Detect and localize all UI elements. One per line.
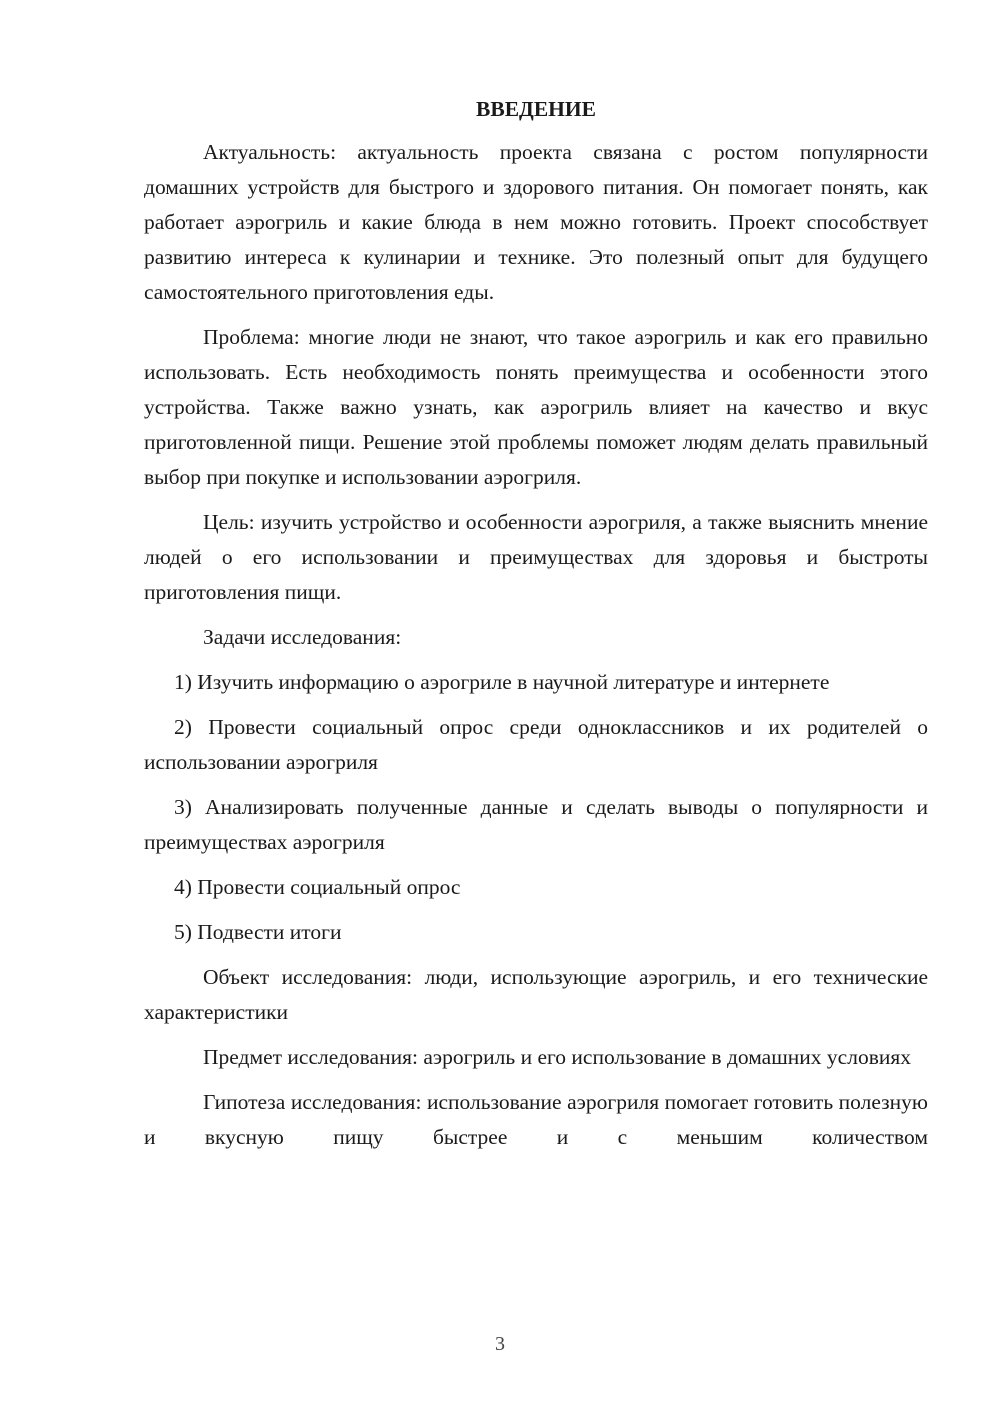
problem-paragraph: Проблема: многие люди не знают, что такое аэрогриль и как его правильно использовать. Есть необходимость понять преимущества и особенности этого устройства. Также важно узнать, как аэрогриль влияет на качество и вкус приготовленной пищи. Решение этой проблемы поможет людям делать правильный выбор при покупке и использовании аэрогриля.: [144, 325, 928, 489]
subject-paragraph: Предмет исследования: аэрогриль и его использование в домашних условиях: [203, 1045, 911, 1069]
task-item: 5) Подвести итоги: [174, 920, 342, 944]
tasks-title: Задачи исследования:: [203, 625, 402, 649]
page-number: 3: [495, 1333, 505, 1355]
task-item: 2) Провести социальный опрос среди одноклассников и их родителей о использовании аэрогриля: [144, 715, 928, 774]
page-content: [144, 92, 928, 1155]
task-item: 4) Провести социальный опрос: [174, 875, 461, 899]
object-paragraph: Объект исследования: люди, использующие аэрогриль, и его технические характеристики: [144, 965, 928, 1024]
task-item: 3) Анализировать полученные данные и сделать выводы о популярности и преимуществах аэрогриля: [144, 795, 928, 854]
section-heading: ВВЕДЕНИЕ: [476, 97, 596, 121]
relevance-paragraph: Актуальность: актуальность проекта связана с ростом популярности домашних устройств для быстрого и здорового питания. Он помогает понять, как работает аэрогриль и какие блюда в нем можно готовить. Проект способствует развитию интереса к кулинарии и технике. Это полезный опыт для будущего самостоятельного приготовления еды.: [144, 140, 928, 304]
task-item: 1) Изучить информацию о аэрогриле в научной литературе и интернете: [174, 670, 830, 694]
hypothesis-paragraph: Гипотеза исследования: использование аэрогриля помогает готовить полезную и вкусную пищу быстрее и с меньшим количеством: [144, 1090, 928, 1149]
goal-paragraph: Цель: изучить устройство и особенности аэрогриля, а также выяснить мнение людей о его использовании и преимуществах для здоровья и быстроты приготовления пищи.: [144, 510, 928, 604]
